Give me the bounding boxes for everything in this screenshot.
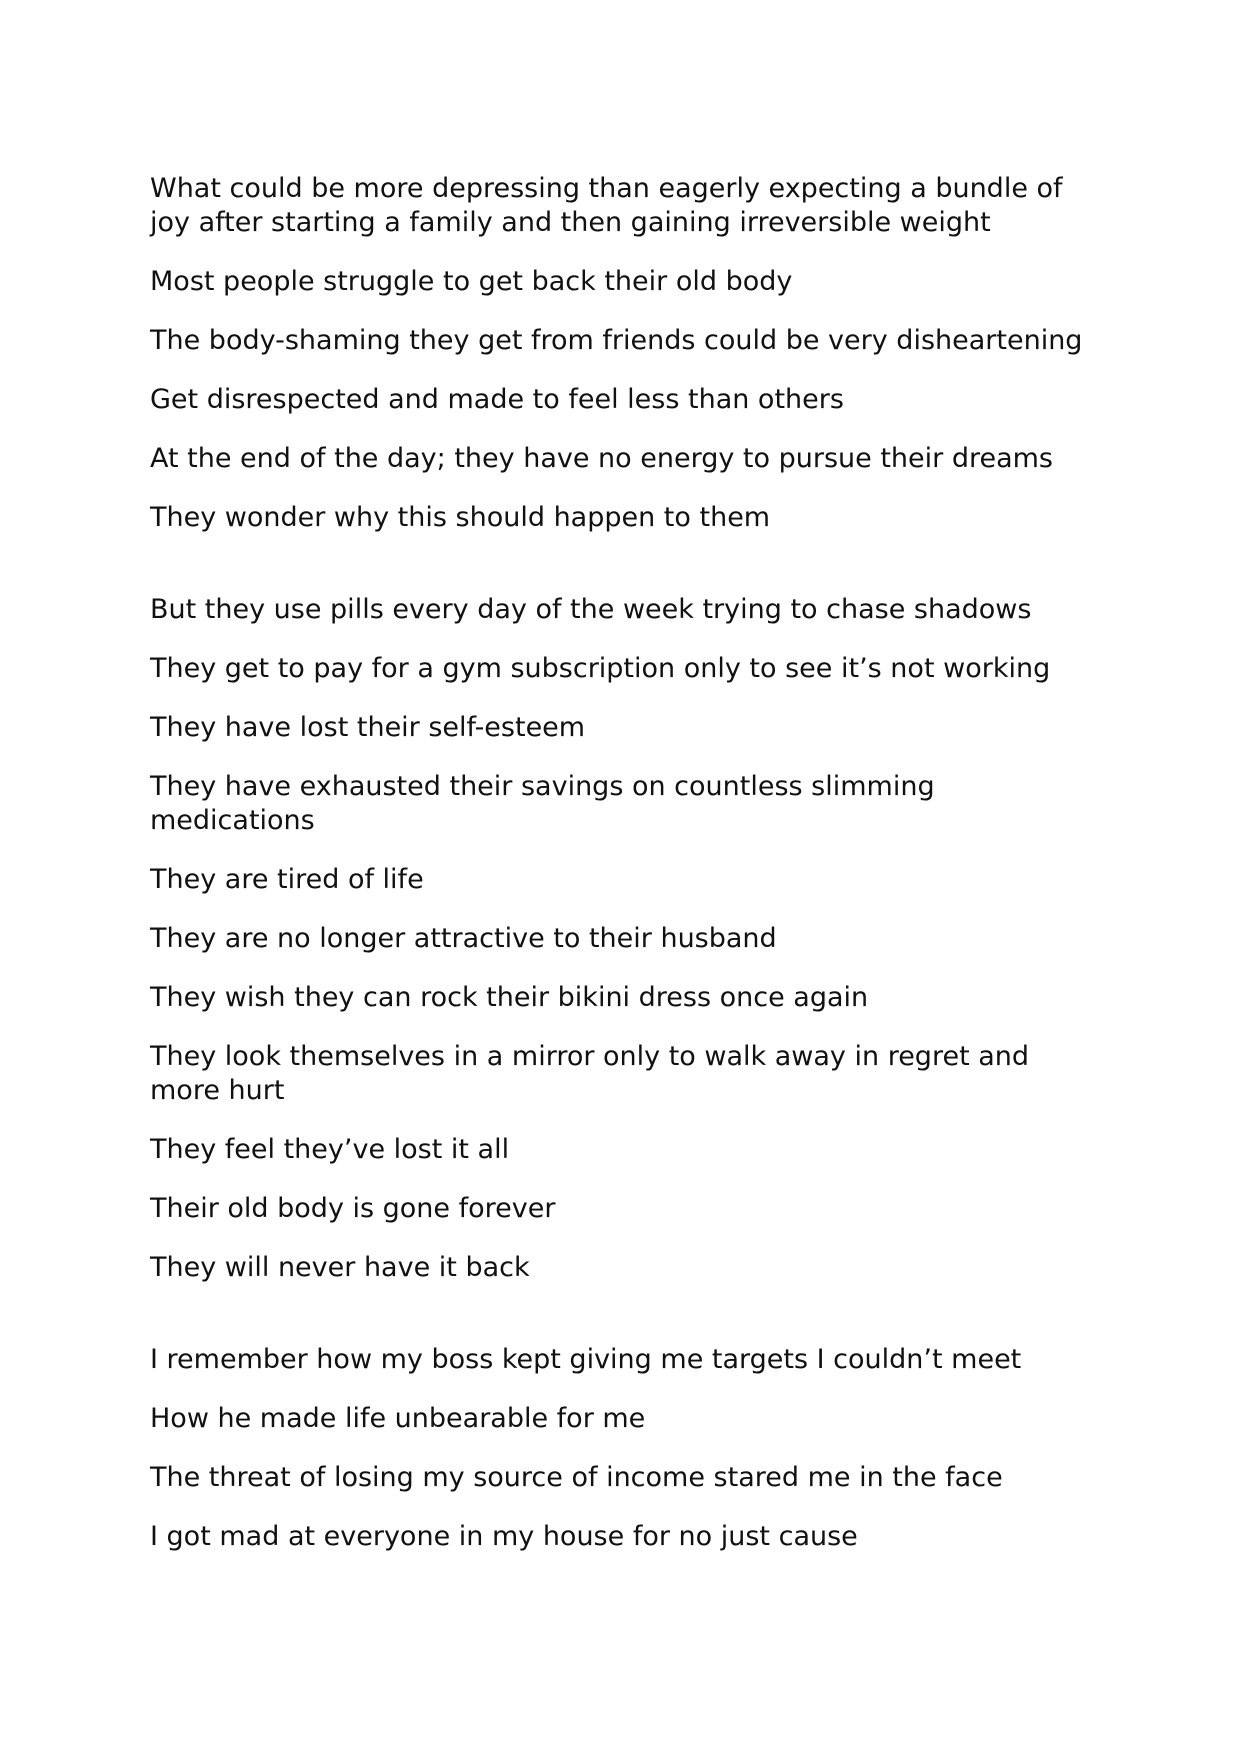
paragraph-line: They will never have it back [150,1252,530,1283]
paragraph-line: They are tired of life [150,864,424,895]
paragraph-line: The body-shaming they get from friends could be very disheartening [150,325,1083,356]
paragraph-line: But they use pills every day of the week trying to chase shadows [150,594,1032,625]
paragraph-line: They look themselves in a mirror only to walk away in regret and more hurt [150,1041,1030,1106]
paragraph-line: They have exhausted their savings on countless slimming medications [150,771,935,836]
paragraph-line: I remember how my boss kept giving me targets I couldn’t meet [150,1344,1022,1375]
paragraph-line: They are no longer attractive to their husband [150,923,777,954]
document-body [150,172,1100,1579]
paragraph-line: They have lost their self-esteem [150,712,586,743]
paragraph-line: They get to pay for a gym subscription only to see it’s not working [150,653,1051,684]
paragraph-line: They feel they’ve lost it all [150,1134,510,1165]
paragraph-line: Get disrespected and made to feel less than others [150,384,844,415]
paragraph-line: How he made life unbearable for me [150,1403,646,1434]
paragraph-line: Most people struggle to get back their old body [150,266,793,297]
paragraph-line: At the end of the day; they have no energy to pursue their dreams [150,443,1053,474]
paragraph-line: The threat of losing my source of income stared me in the face [150,1462,1003,1493]
paragraph-line: Their old body is gone forever [150,1193,556,1224]
paragraph-line: What could be more depressing than eagerly expecting a bundle of joy after starting a family and then gaining irreversible weight [150,173,1063,238]
paragraph-line: I got mad at everyone in my house for no just cause [150,1521,858,1552]
paragraph-line: They wish they can rock their bikini dress once again [150,982,869,1013]
paragraph-line: They wonder why this should happen to them [150,502,771,533]
